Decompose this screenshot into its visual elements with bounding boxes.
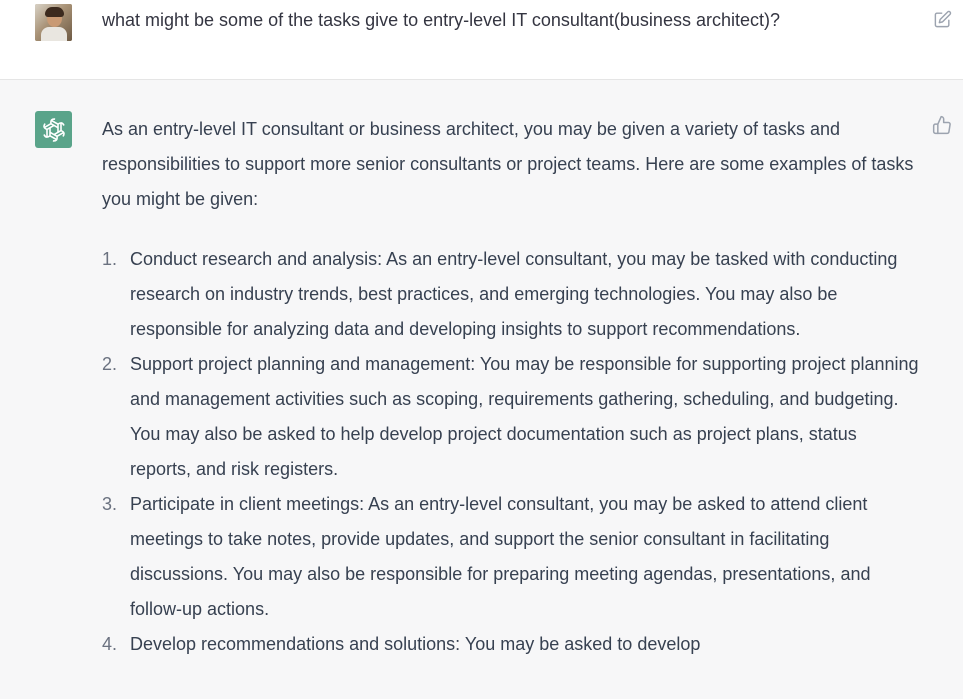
assistant-intro: As an entry-level IT consultant or business architect, you may be given a variety of tasks and responsibilities to support more senior consultants or project teams. Here are some examples of tasks you might be given:	[102, 119, 914, 209]
list-item	[102, 627, 922, 662]
list-item-number: 4.	[102, 634, 118, 654]
edit-icon[interactable]	[933, 10, 952, 29]
list-item-number: 1.	[102, 249, 118, 269]
thumbs-up-icon[interactable]	[932, 115, 952, 135]
list-item-text: Support project planning and management: You may be responsible for supporting project planning and management activities such as scoping, requirements gathering, scheduling, and budgeting. You may also be asked to help develop project documentation such as project plans, status reports, and risk registers.	[130, 354, 919, 479]
list-item	[102, 347, 922, 487]
user-avatar	[35, 4, 72, 41]
list-item-text: Conduct research and analysis: As an entry-level consultant, you may be tasked with conducting research on industry trends, best practices, and emerging technologies. You may also be responsible for analyzing data and developing insights to support recommendations.	[130, 249, 898, 339]
list-item-text: Participate in client meetings: As an entry-level consultant, you may be asked to attend client meetings to take notes, provide updates, and support the senior consultant in facilitating discussions. You may also be responsible for preparing meeting agendas, presentations, and follow-up actions.	[130, 494, 871, 619]
task-list	[102, 242, 922, 662]
list-item	[102, 242, 922, 347]
list-item-text: Develop recommendations and solutions: You may be asked to develop	[130, 634, 701, 654]
list-item	[102, 487, 922, 627]
user-message-text: what might be some of the tasks give to entry-level IT consultant(business architect)?	[102, 10, 780, 30]
user-message-row	[0, 0, 963, 80]
assistant-avatar	[35, 111, 72, 148]
list-item-number: 3.	[102, 494, 118, 514]
list-item-number: 2.	[102, 354, 118, 374]
openai-logo-icon	[41, 117, 67, 143]
assistant-message	[102, 112, 922, 662]
